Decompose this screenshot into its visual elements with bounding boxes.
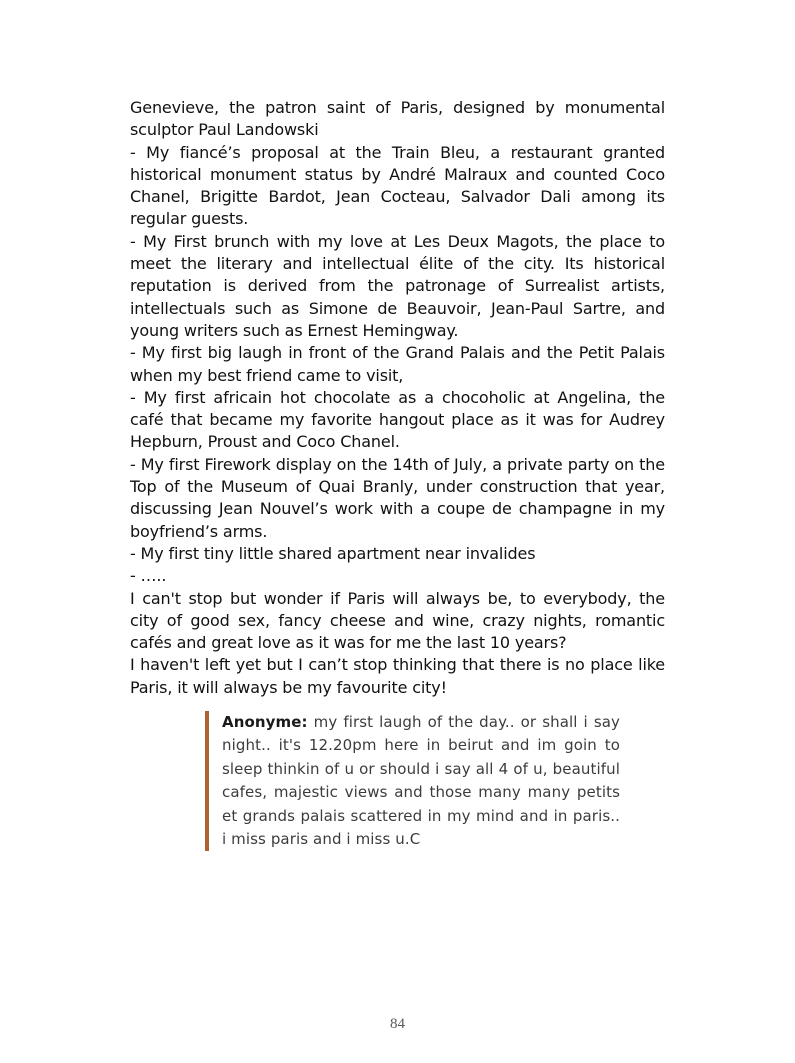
comment-text bbox=[222, 711, 620, 851]
comment-body: my first laugh of the day.. or shall i say night.. it's 12.20pm here in beirut and im goin to sleep thinkin of u or should i say all 4 of u, beautiful cafes, majestic views and those many many petits et grands palais scattered in my mind and in paris.. i miss paris and i miss u.C bbox=[222, 713, 620, 849]
body-paragraph: - My first big laugh in front of the Grand Palais and the Petit Palais when my best friend came to visit, bbox=[130, 343, 665, 385]
body-paragraph: Genevieve, the patron saint of Paris, designed by monumental sculptor Paul Landowski bbox=[130, 98, 665, 140]
body-paragraph: I haven't left yet but I can’t stop thinking that there is no place like Paris, it will always be my favourite city! bbox=[130, 655, 665, 697]
body-paragraph: - My fiancé’s proposal at the Train Bleu, a restaurant granted historical monument status by André Malraux and counted Coco Chanel, Brigitte Bardot, Jean Cocteau, Salvador Dali among its regular guests. bbox=[130, 142, 665, 229]
comment-blockquote bbox=[205, 711, 620, 851]
page-number: 84 bbox=[390, 1016, 405, 1032]
body-paragraph: I can't stop but wonder if Paris will always be, to everybody, the city of good sex, fancy cheese and wine, crazy nights, romantic cafés and great love as it was for me the last 10 years? bbox=[130, 588, 665, 653]
body-paragraph: - ….. bbox=[130, 566, 167, 586]
body-paragraph: - My first tiny little shared apartment near invalides bbox=[130, 543, 536, 563]
body-paragraph: - My First brunch with my love at Les Deux Magots, the place to meet the literary and intellectual élite of the city. Its historical reputation is derived from the patronage of Surrealist artists, intellectuals such as Simone de Beauvoir, Jean-Paul Sartre, and young writers such as Ernest Hemingway. bbox=[130, 231, 665, 340]
comment-author-label: Anonyme: bbox=[222, 713, 308, 732]
body-text-column bbox=[130, 97, 665, 851]
body-paragraph: - My first africain hot chocolate as a chocoholic at Angelina, the café that became my favorite hangout place as it was for Audrey Hepburn, Proust and Coco Chanel. bbox=[130, 387, 665, 452]
body-paragraph: - My first Firework display on the 14th of July, a private party on the Top of the Museum of Quai Branly, under construction that year, discussing Jean Nouvel’s work with a coupe de champagne in my boyfriend’s arms. bbox=[130, 454, 665, 541]
